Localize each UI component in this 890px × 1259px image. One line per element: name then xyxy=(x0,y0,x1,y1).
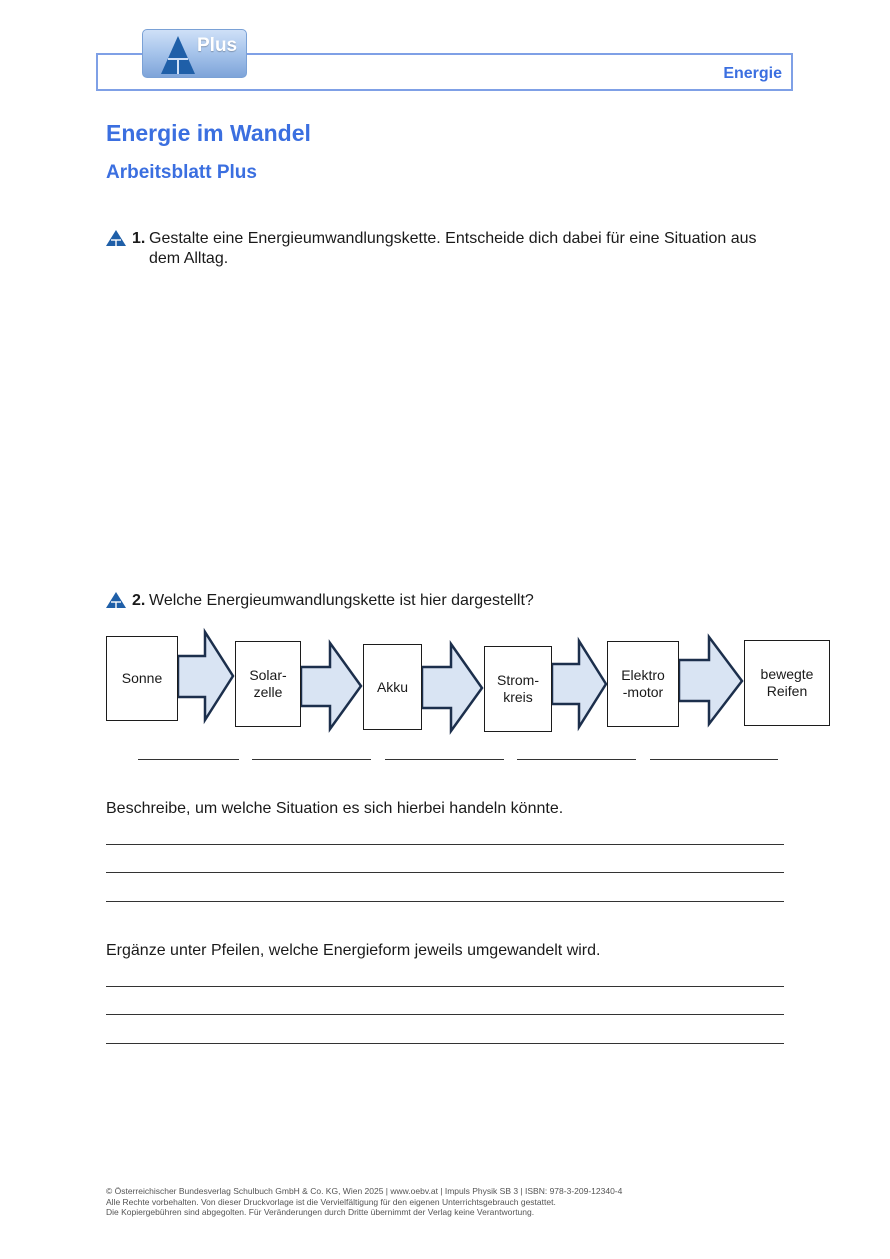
section-label: Energie xyxy=(723,65,782,82)
chain-box-solarzelle xyxy=(235,641,301,727)
arrow-5 xyxy=(679,637,742,724)
chain-label: Solar- zelle xyxy=(249,667,287,700)
answer-blank-5[interactable] xyxy=(650,759,778,760)
arrow-4 xyxy=(552,641,606,727)
arrow-2 xyxy=(301,643,361,729)
chain-box-elektromotor xyxy=(607,641,679,727)
answer-line[interactable] xyxy=(106,901,784,902)
answer-blank-2[interactable] xyxy=(252,759,371,760)
answer-line[interactable] xyxy=(106,844,784,845)
chain-label: Akku xyxy=(376,678,409,695)
chain-label: Elektro -motor xyxy=(621,667,665,700)
answer-blank-3[interactable] xyxy=(385,759,504,760)
answer-blank-1[interactable] xyxy=(138,759,239,760)
chain-label: Sonne xyxy=(121,670,163,686)
prompt-complete: Ergänze unter Pfeilen, welche Energieform jeweils umgewandelt wird. xyxy=(106,942,601,959)
prompt-describe: Beschreibe, um welche Situation es sich hierbei handeln könnte. xyxy=(106,800,564,817)
answer-line[interactable] xyxy=(106,872,784,873)
answer-blank-4[interactable] xyxy=(517,759,636,760)
chain-box-sonne xyxy=(106,636,178,721)
footer-rights: Alle Rechte vorbehalten. Von dieser Druckvorlage ist die Vervielfältigung für den eigenen Unterrichtsgebrauch gestattet. xyxy=(106,1196,556,1207)
arrow-3 xyxy=(422,644,482,731)
page-title: Energie im Wandel xyxy=(106,120,311,146)
task-number: 2. xyxy=(132,592,146,609)
answer-line[interactable] xyxy=(106,1043,784,1044)
logo-text: Plus xyxy=(197,35,238,56)
answer-line[interactable] xyxy=(106,986,784,987)
chain-box-stromkreis xyxy=(484,646,552,732)
chain-label: bewegte Reifen xyxy=(760,666,814,699)
footer xyxy=(106,1186,622,1218)
answer-line[interactable] xyxy=(106,1014,784,1015)
chain-label: Strom- kreis xyxy=(497,672,539,705)
task-text: Welche Energieumwandlungskette ist hier dargestellt? xyxy=(149,592,534,609)
page-subtitle: Arbeitsblatt Plus xyxy=(106,162,257,183)
arrow-1 xyxy=(178,632,233,720)
footer-disclaimer: Die Kopiergebühren sind abgegolten. Für Veränderungen durch Dritte übernimmt der Verlag keine Verantwortung. xyxy=(106,1207,535,1217)
chain-box-bewegte-reifen xyxy=(744,640,830,726)
footer-copyright: © Österreichischer Bundesverlag Schulbuch GmbH & Co. KG, Wien 2025 | www.oebv.at | Impuls Physik SB 3 | ISBN: 978-3-209-12340-4 xyxy=(106,1186,623,1196)
chain-box-akku xyxy=(363,644,422,730)
task-text: Gestalte eine Energieumwandlungskette. Entscheide dich dabei für eine Situation aus dem Alltag. xyxy=(149,230,757,267)
task-number: 1. xyxy=(132,230,146,247)
